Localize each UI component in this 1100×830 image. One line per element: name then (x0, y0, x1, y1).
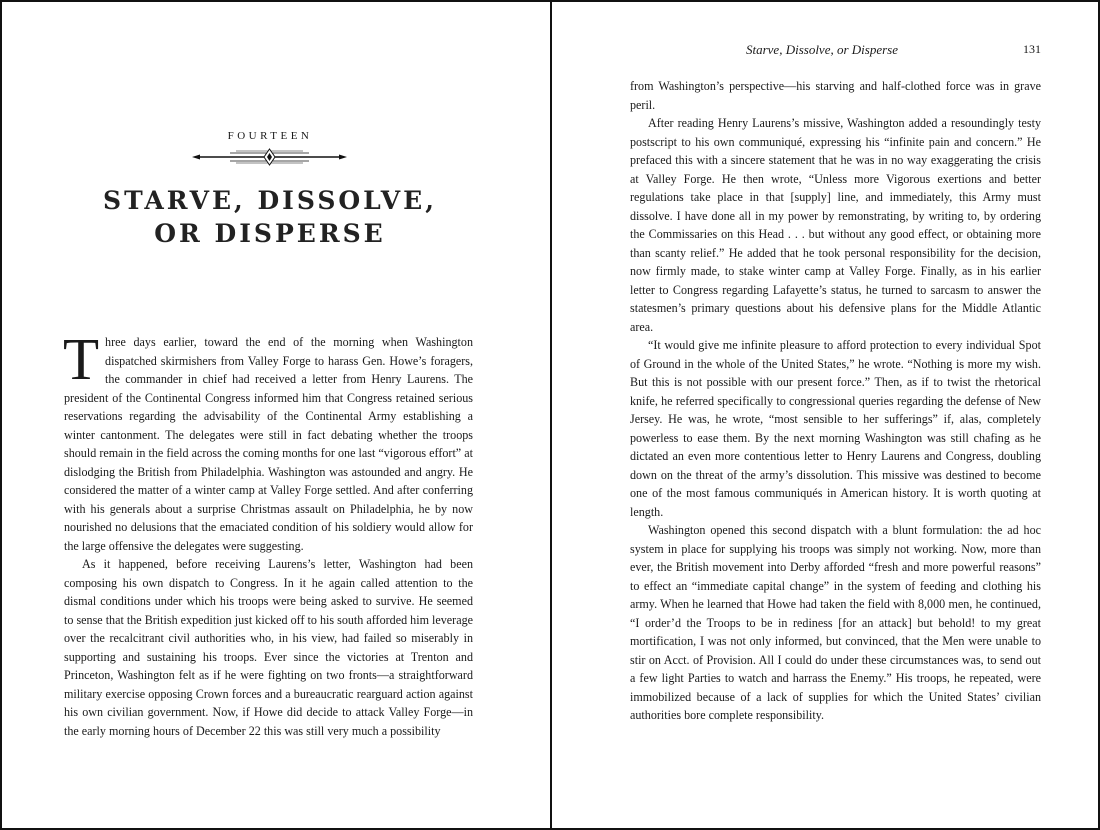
paragraph: “It would give me infinite pleasure to afford protection to every individual Spot of Ground in the whole of the United States,” he wrote. “Nothing is more my wish. But this is not possible with our present force.” Then, as if to twist the rhetorical knife, he referred specifically to congressional queries regarding the defense of New Jersey. He was, he wrote, “most sensible to her sufferings” if, alas, completely powerless to ease them. By the next morning Washington was still chafing as he dictated an even more contentious letter to Henry Laurens and Congress, doubling down on the threat of the army’s dissolution. This missive was destined to become one of the most famous communiqués in American history. It is worth quoting at length. (630, 338, 1041, 519)
drop-cap: T (63, 326, 100, 392)
paragraph: from Washington’s perspective—his starving and half-clothed force was in grave peril. (630, 79, 1041, 112)
paragraph: Washington opened this second dispatch with a blunt formulation: the ad hoc system in place for supplying his troops was simply not working. Now, more than ever, the British movement into Derby afforded “fresh and more powerful reasons” to effect an “immediate capital change” in the system of feeding and clothing his army. When he learned that Howe had taken the field with 8,000 men, he continued, “I order’d the Troops to be in rediness [for an attack] but behold! to my great mortification, I was not only informed, but convinced, that the Men were unable to stir on Acct. of Provision. All I could do under these circumstances was, to send out a few light Parties to watch and harrass the Enemy.” His troops, he repeated, were immobilized because of a lack of supplies for which the United States’ civilian authorities bore complete responsibility. (630, 523, 1041, 722)
paragraph: Three days earlier, toward the end of the morning when Washington dispatched skirmishers from Valley Forge to harass Gen. Howe’s foragers, the commander in chief had received a letter from Henry Laurens. The president of the Continental Congress informed him that Congress retained serious reservations regarding the advisability of the Continental Army establishing a winter cantonment. The delegates were still in fact debating whether the troops should remain in the field across the coming months for one last “vigorous effort” at dislodging the British from Philadelphia. Washington was astounded and angry. He considered the matter of a winter camp at Valley Forge settled. And after conferring with his generals about a surprise Christmas assault on Philadelphia, he by now nourished no delusions that the emaciated condition of his soldiery would allow for the large offensive the delegates were suggesting. (63, 326, 473, 553)
right-page (552, 2, 1100, 828)
right-body-text (630, 77, 1041, 725)
paragraph: After reading Henry Laurens’s missive, Washington added a resoundingly testy postscript to his own communiqué, expressing his “infinite pain and concern.” He prefaced this with a sincere statement that he was in no way exaggerating the crisis at Valley Forge. He then wrote, “Unless more Vigorous exertions and better regulations take place in that [supply] line, and immediately, this Army must dissolve. I have done all in my power by remonstrating, by writing to, by ordering the Commissaries on this Head . . . but without any good effect, or obtaining more than scanty relief.” He added that he took personal responsibility for the decision, now firmly made, to stake winter camp at Valley Forge. Finally, as in his earlier letter to Congress regarding Lafayette’s status, he turned to sarcasm to answer the statesmen’s primary questions about his defensive plans for the Middle Atlantic area. (630, 116, 1041, 334)
left-body-text (63, 326, 473, 740)
chapter-ornament-icon (192, 148, 347, 166)
paragraph: As it happened, before receiving Laurens’s letter, Washington had been composing his own dispatch to Congress. In it he again called attention to the dismal conditions under which his troops were being asked to survive. He seemed to sense that the British expedition just kicked off to his south afforded him leverage over the recalcitrant civil authorities who, in his view, had failed so miserably in supporting and sustaining his troops. Ever since the victories at Trenton and Princeton, Washington felt as if he were fighting on two fronts—a straightforward military exercise opposing Crown forces and a bureaucratic rearguard action against his own civilian government. Now, if Howe did decide to attack Valley Forge—in the early morning hours of December 22 this was still very much a possibility (64, 557, 473, 738)
chapter-title (2, 184, 538, 250)
chapter-number: FOURTEEN (227, 130, 313, 142)
running-head: Starve, Dissolve, or Disperse (745, 42, 898, 57)
chapter-title-line-2: OR DISPERSE (154, 219, 386, 248)
chapter-title-line-1: STARVE, DISSOLVE, (103, 186, 437, 215)
page-number: 131 (1023, 42, 1041, 56)
left-page (2, 2, 550, 828)
